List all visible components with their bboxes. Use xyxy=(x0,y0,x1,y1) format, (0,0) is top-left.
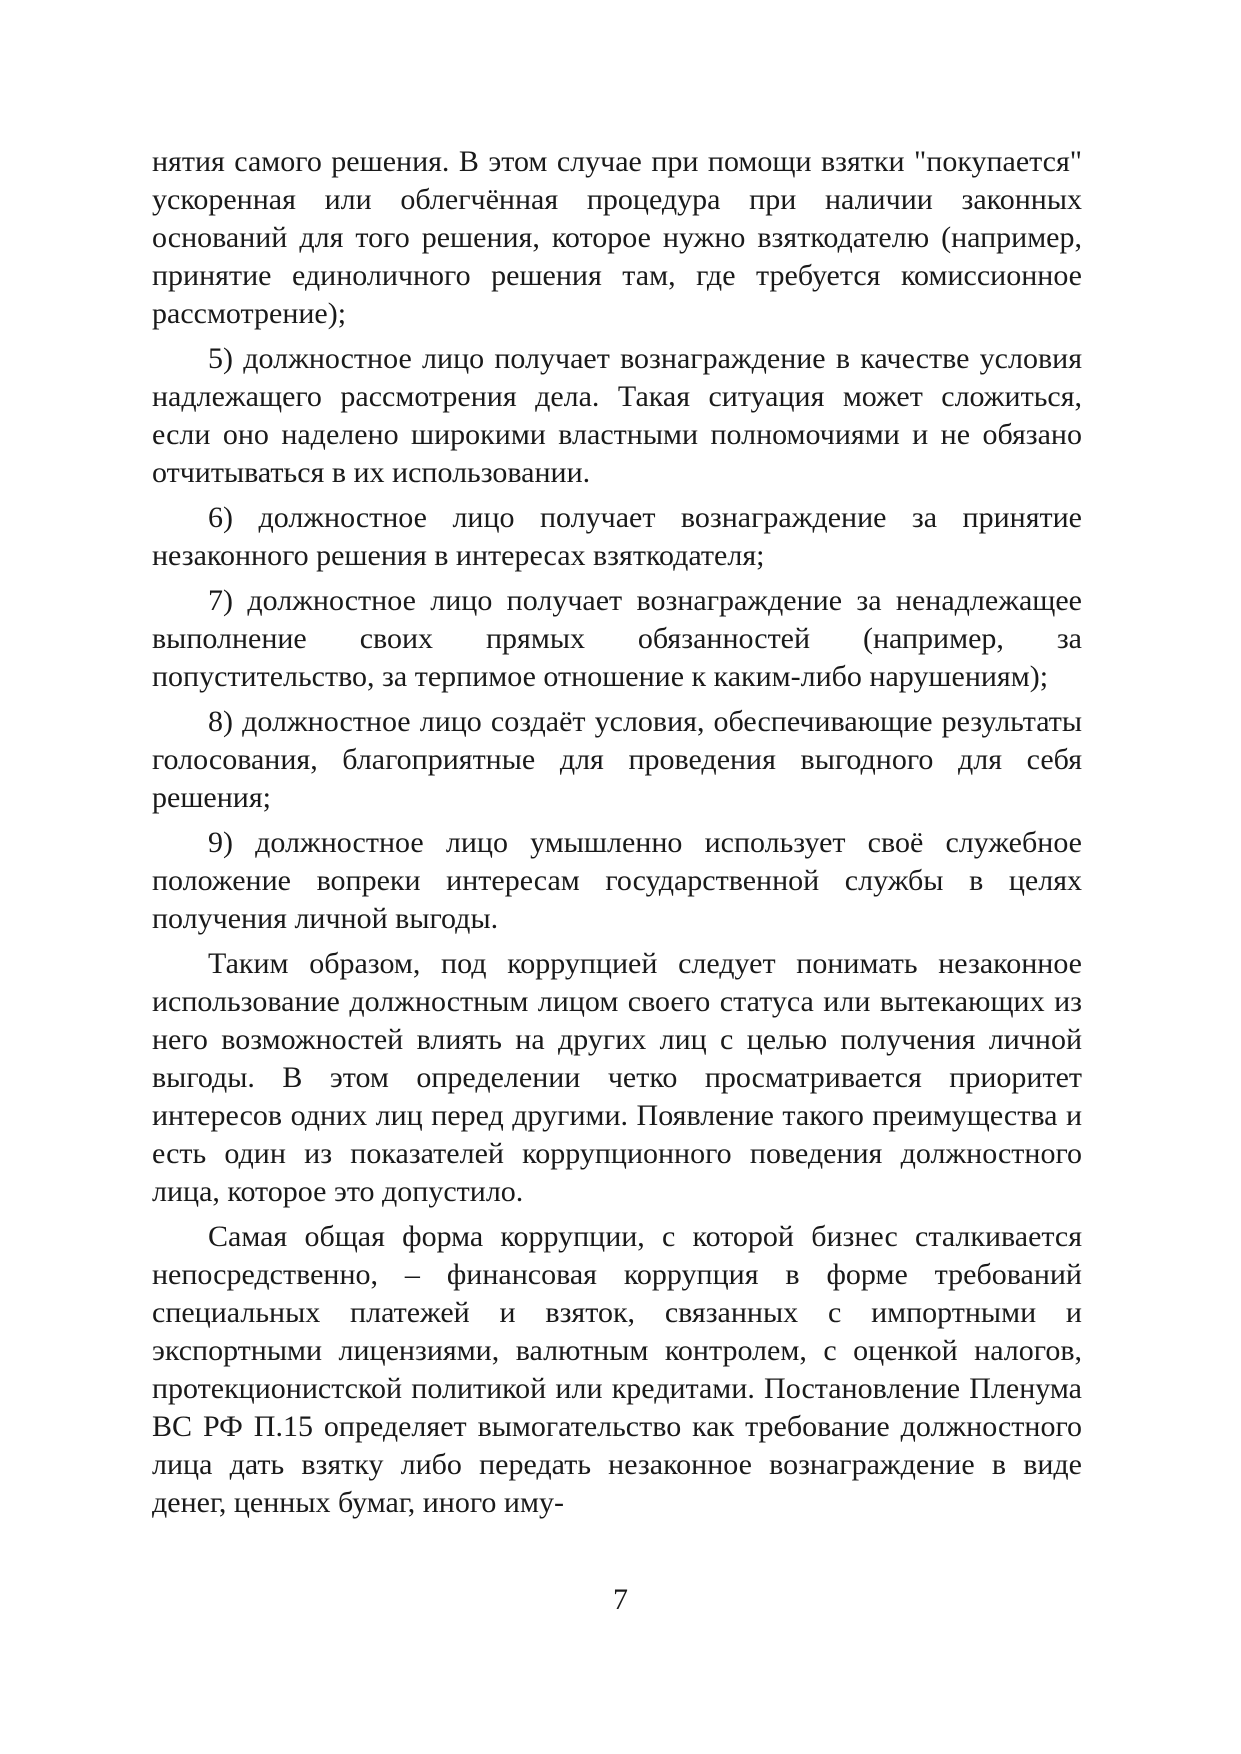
paragraph-continuation: нятия самого решения. В этом случае при помощи взятки "покупается" ускоренная или облегчённая процедура при наличии законных оснований для того решения, которое нужно взяткодателю (например, принятие единоличного решения там, где требуется комиссионное рассмотрение); xyxy=(152,145,1082,330)
paragraph-item-6: 6) должностное лицо получает вознаграждение за принятие незаконного решения в интересах взяткодателя; xyxy=(152,501,1082,572)
paragraph-item-5: 5) должностное лицо получает вознаграждение в качестве условия надлежащего рассмотрения дела. Такая ситуация может сложиться, если оно наделено широкими властными полномочиями и не обязано отчитываться в их использовании. xyxy=(152,342,1082,489)
paragraph-corruption-definition: Таким образом, под коррупцией следует понимать незаконное использование должностным лицом своего статуса или вытекающих из него возможностей влиять на других лиц с целью получения личной выгоды. В этом определении четко просматривается приоритет интересов одних лиц перед другими. Появление такого преимущества и есть один из показателей коррупционного поведения должностного лица, которое это допустило. xyxy=(152,947,1082,1208)
paragraph-item-8: 8) должностное лицо создаёт условия, обеспечивающие результаты голосования, благоприятные для проведения выгодного для себя решения; xyxy=(152,705,1082,814)
paragraph-item-9: 9) должностное лицо умышленно использует своё служебное положение вопреки интересам государственной службы в целях получения личной выгоды. xyxy=(152,826,1082,935)
paragraph-item-7: 7) должностное лицо получает вознаграждение за ненадлежащее выполнение своих прямых обязанностей (например, за попустительство, за терпимое отношение к каким-либо нарушениям); xyxy=(152,584,1082,693)
paragraph-financial-corruption: Самая общая форма коррупции, с которой бизнес сталкивается непосредственно, – финансовая коррупция в форме требований специальных платежей и взяток, связанных с импортными и экспортными лицензиями, валютным контролем, с оценкой налогов, протекционистской политикой или кредитами. Постановление Пленума ВС РФ П.15 определяет вымогательство как требование должностного лица дать взятку либо передать незаконное вознаграждение в виде денег, ценных бумаг, иного иму- xyxy=(152,1220,1082,1519)
page-number: 7 xyxy=(613,1583,628,1616)
body-text xyxy=(152,143,1082,1522)
